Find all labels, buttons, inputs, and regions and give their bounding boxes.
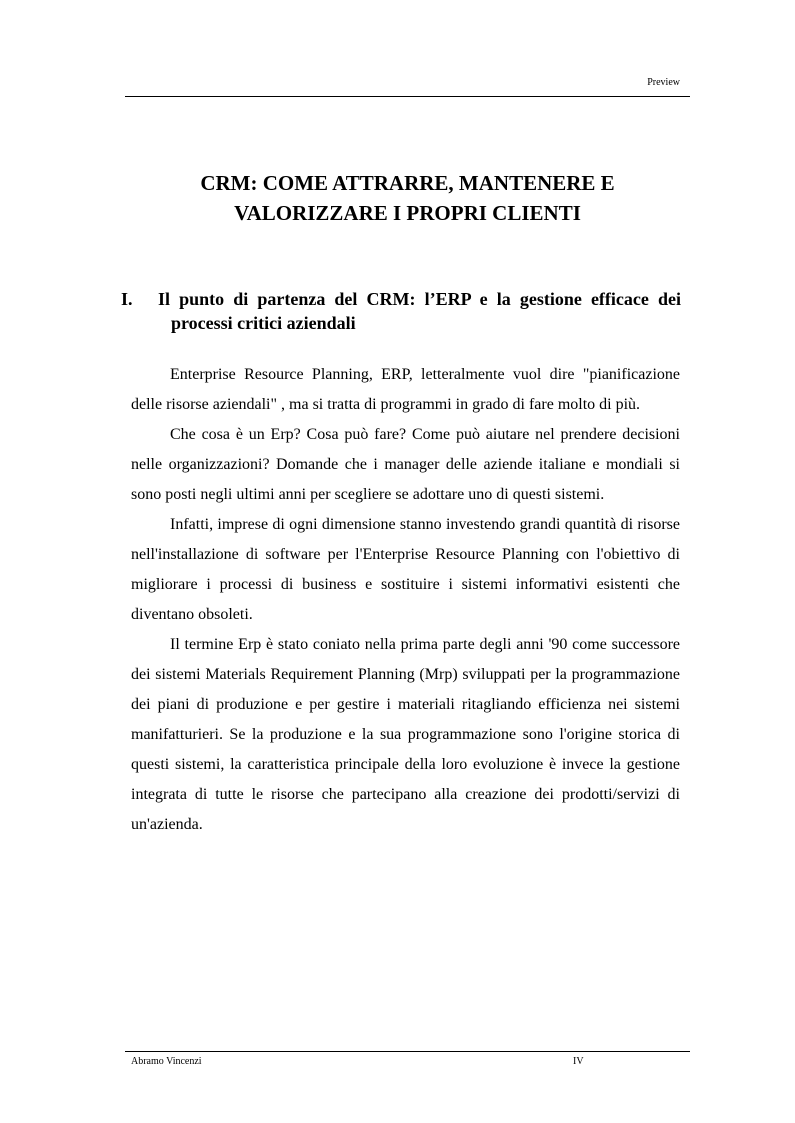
document-title-line-2: VALORIZZARE I PROPRI CLIENTI xyxy=(234,201,581,225)
header-rule xyxy=(125,96,690,97)
paragraph-4: Il termine Erp è stato coniato nella prima parte degli anni '90 come successore dei sistemi Materials Requirement Planning (Mrp) sviluppati per la programmazione dei piani di produzione e per gestire i materiali ritagliando efficienza nei sistemi manifatturieri. Se la produzione e la sua programmazione sono l'origine storica di questi sistemi, la caratteristica principale della loro evoluzione è invece la gestione integrata di tutte le risorse che partecipano alla creazione dei prodotti/servizi di un'azienda. xyxy=(131,636,680,833)
paragraph-3: Infatti, imprese di ogni dimensione stanno investendo grandi quantità di risorse nell'installazione di software per l'Enterprise Resource Planning con l'obiettivo di migliorare i processi di business e sostituire i sistemi informativi esistenti che diventano obsoleti. xyxy=(131,516,680,623)
document-title xyxy=(125,168,690,228)
section-heading xyxy=(121,287,681,335)
footer-rule xyxy=(125,1051,690,1052)
section-title-line-1: Il punto di partenza del CRM: l’ERP e la gestione efficace dei xyxy=(158,289,681,309)
paragraph-1: Enterprise Resource Planning, ERP, letteralmente vuol dire "pianificazione delle risorse aziendali" , ma si tratta di programmi in grado di fare molto di più. xyxy=(131,366,680,413)
section-title-line-2: processi critici aziendali xyxy=(171,313,356,333)
section-number: I. xyxy=(121,289,133,309)
footer-author: Abramo Vincenzi xyxy=(131,1056,202,1067)
section-title xyxy=(121,287,681,335)
footer-page-number: IV xyxy=(573,1056,584,1067)
header-label: Preview xyxy=(647,77,680,88)
paragraph-2: Che cosa è un Erp? Cosa può fare? Come può aiutare nel prendere decisioni nelle organizzazioni? Domande che i manager delle aziende italiane e mondiali si sono posti negli ultimi anni per scegliere se adottare uno di questi sistemi. xyxy=(131,426,680,503)
body-text xyxy=(131,360,680,840)
document-title-line-1: CRM: COME ATTRARRE, MANTENERE E xyxy=(200,171,615,195)
